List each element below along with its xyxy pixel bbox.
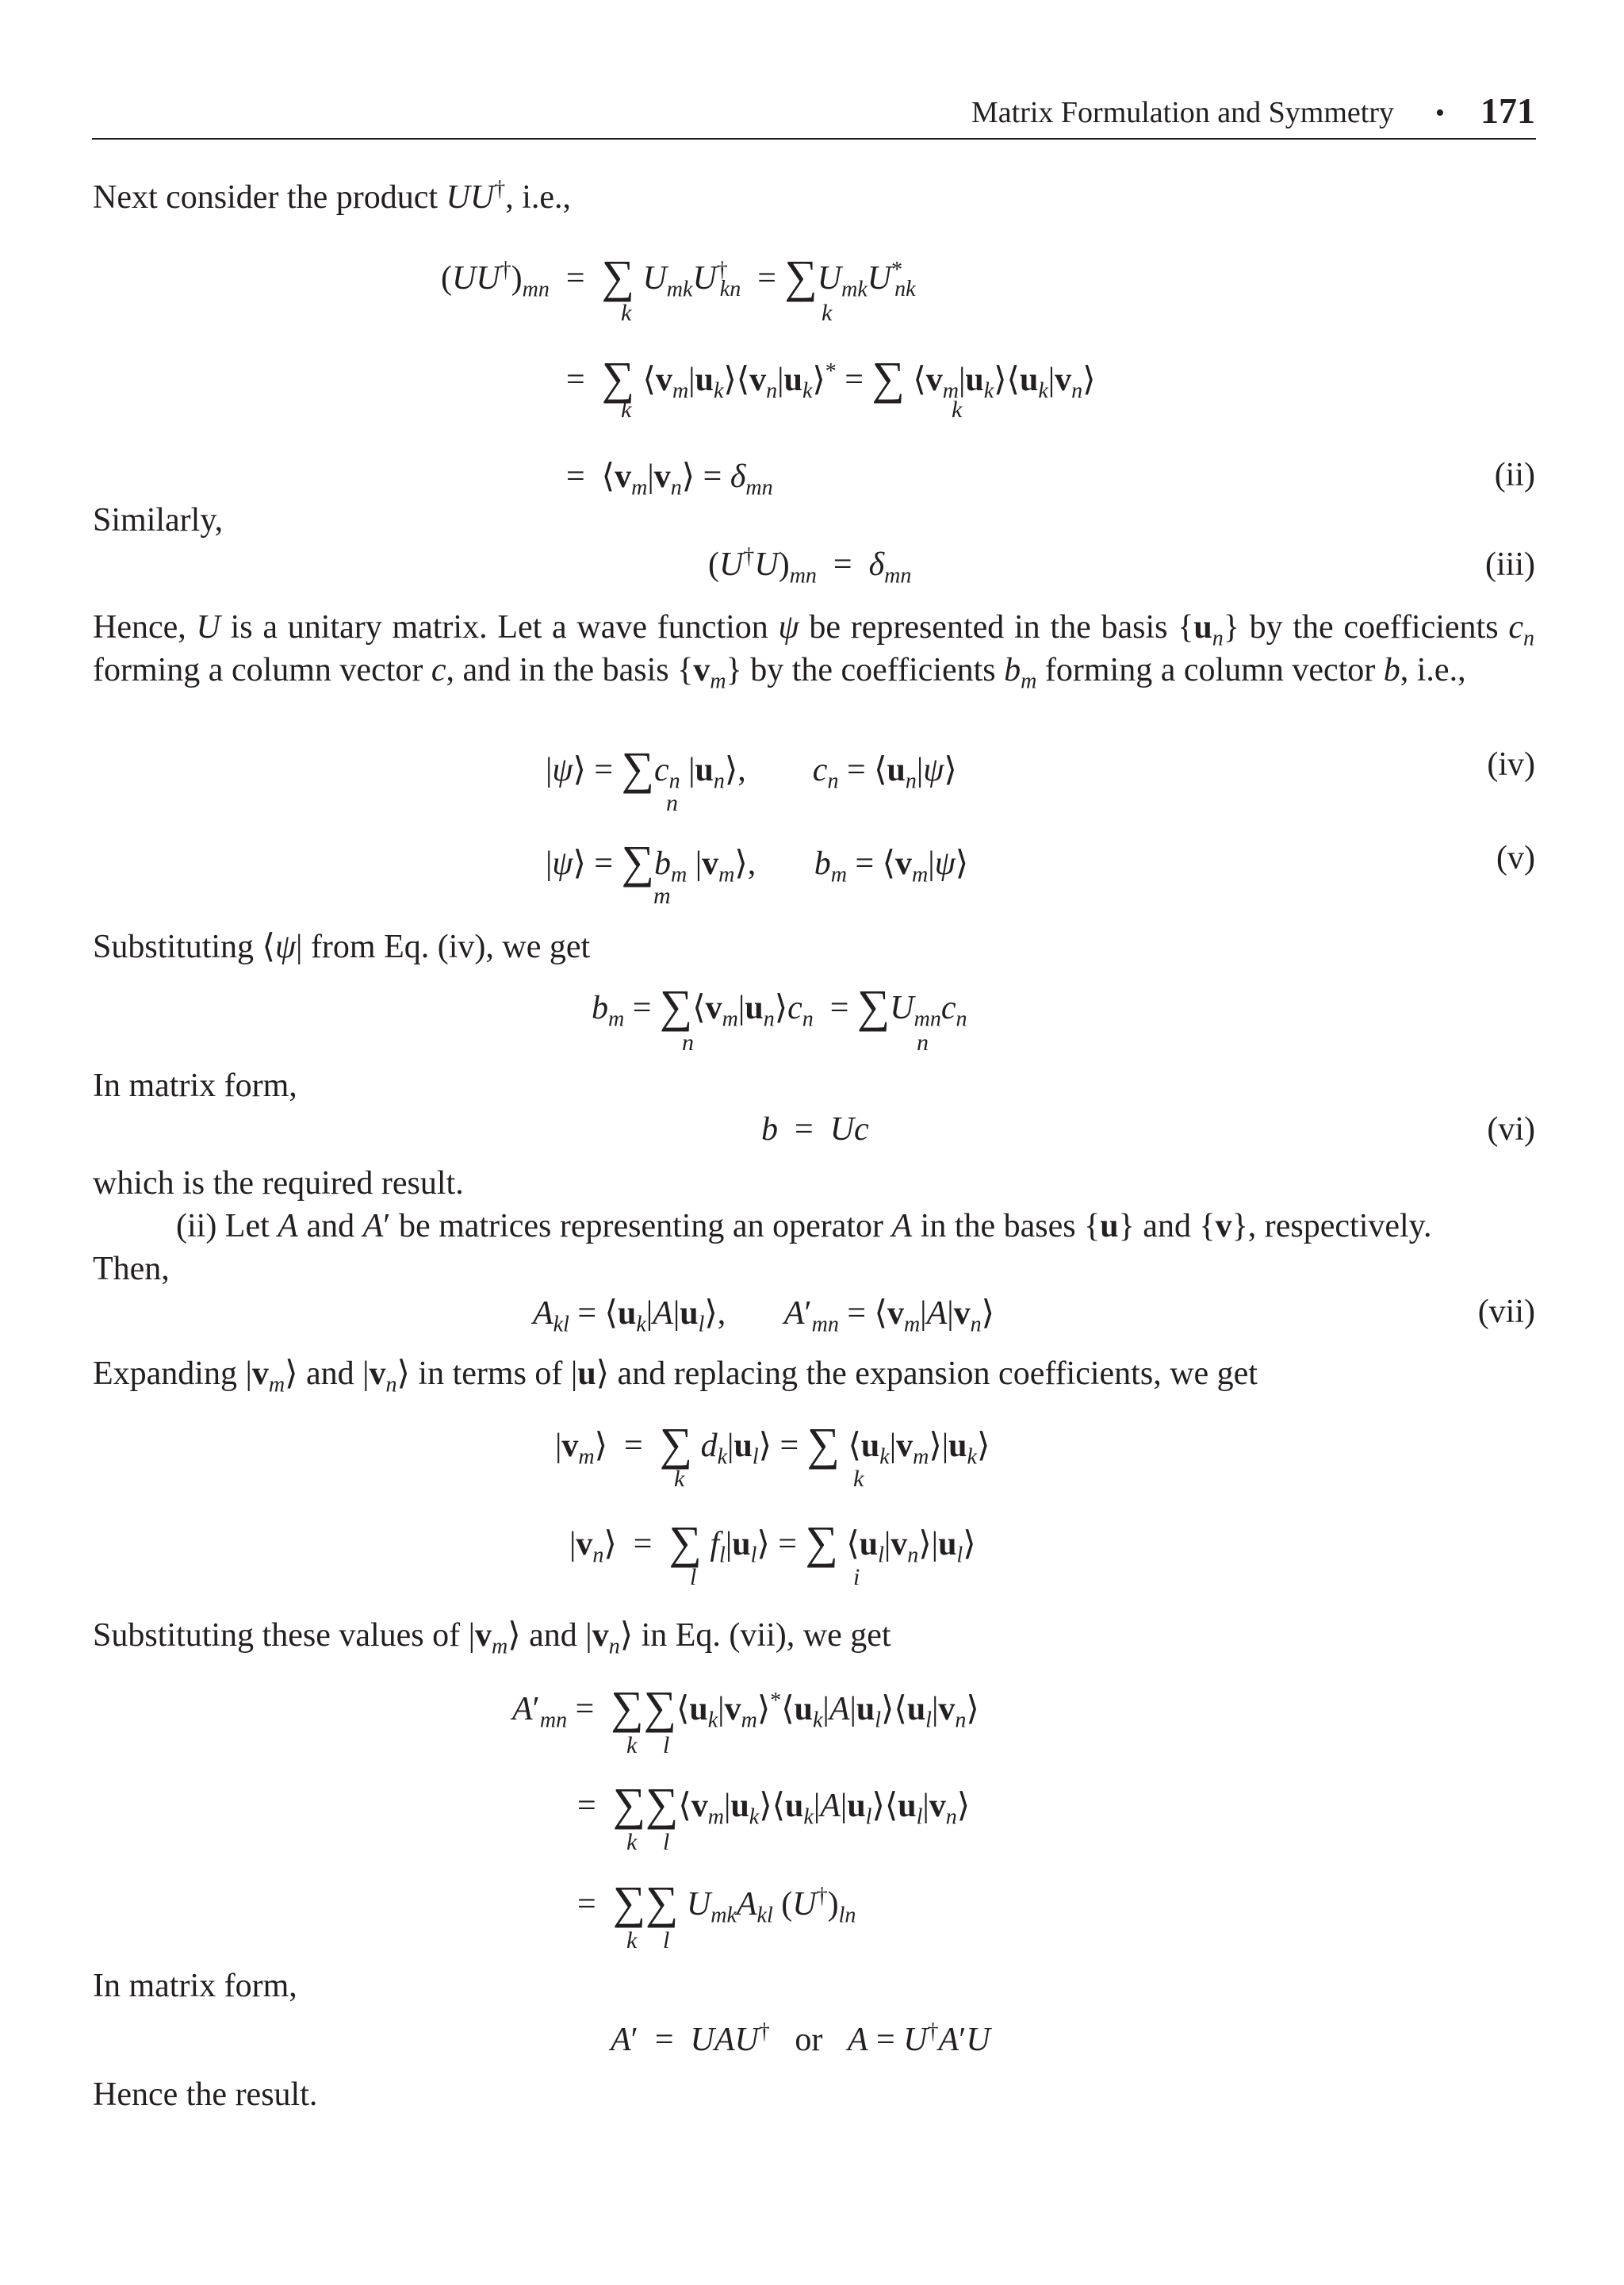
- running-title: Matrix Formulation and Symmetry: [971, 96, 1394, 129]
- header-separator-bullet: •: [1435, 98, 1445, 128]
- sum-index-l: l: [663, 1829, 670, 1855]
- sum-index-k: k: [952, 397, 963, 423]
- equation-uu-line2: = ∑ $⟨v_m|u_k⟩⟨v_n|u_k⟩^*$ = ∑ $⟨v_m|u_k⟩⟨u_k|v_n⟩$: [566, 352, 1096, 404]
- paragraph-unitary: Hence, U is a unitary matrix. Let a wave function ψ be represented in the basis $\{u_n\}$ by the coefficients $c_n$ forming a column vector c, and in the basis $\{v_m\}$ by the coefficients $b_m$ forming a column vector b, i.e.,: [93, 609, 1534, 694]
- equation-vi: b = Uc: [761, 1111, 869, 1148]
- equation-vm-expansion: $|v_m⟩$ = ∑ $d_k|u_l⟩$ = ∑ $⟨u_k|v_m⟩|u_k⟩$: [555, 1418, 990, 1470]
- paragraph-substituting-psi: Substituting ⟨ψ| from Eq. (iv), we get: [93, 929, 591, 965]
- equation-number-vii: (vii): [1477, 1294, 1535, 1330]
- equation-a-line3: = ∑∑ $U_{mk}A_{kl}$ $(U^\dagger)_{ln}$: [577, 1877, 856, 1928]
- sum-index-k: k: [621, 300, 632, 326]
- sum-index-n: n: [682, 1029, 694, 1056]
- paragraph-hence-result: Hence the result.: [93, 2076, 318, 2113]
- sum-index-l: l: [663, 1927, 670, 1953]
- equation-vii: $A_{kl}$ = $⟨u_k|A|u_l⟩$, $A'_{mn}$ = $⟨v_m|A|v_n⟩$: [533, 1295, 995, 1337]
- sum-index-l: l: [663, 1732, 670, 1758]
- paragraph-then: Then,: [93, 1251, 170, 1287]
- equation-iv: |ψ⟩ = $\sum c_n$ $|u_n⟩$, $c_n$ = $⟨u_n|\psi⟩$: [546, 742, 957, 794]
- sum-index-k: k: [626, 1927, 638, 1953]
- equation-number-ii: (ii): [1494, 457, 1535, 493]
- paragraph-in-matrix-form: In matrix form,: [93, 1068, 297, 1104]
- equation-a-line1: $A'_{mn}$ = $\sum\sum⟨u_k|v_m⟩^*⟨u_k|A|u_l⟩⟨u_l|v_n⟩$: [512, 1681, 979, 1733]
- equation-number-iv: (iv): [1487, 746, 1535, 783]
- sum-index-k: k: [822, 300, 833, 326]
- equation-uu-line1: $(UU^\dagger)_{mn}$ = ∑ $U_{mk}U^\dagger_{kn} = \sum U_{mk}U^*_{nk}$: [441, 251, 916, 302]
- sum-index-k: k: [853, 1466, 864, 1492]
- sum-index-n: n: [666, 790, 678, 816]
- equation-uu-line3: = $⟨v_m|v_n⟩ = \delta_{mn}$: [566, 458, 773, 500]
- sum-index-i: i: [853, 1564, 860, 1590]
- sum-index-k: k: [621, 397, 632, 423]
- equation-number-vi: (vi): [1487, 1111, 1535, 1148]
- equation-bm: $b_m$ = $\sum⟨v_m|u_n⟩c_n = \sum U_{mn}c_n$: [592, 980, 967, 1032]
- sum-index-k: k: [626, 1829, 638, 1855]
- sum-index-n: n: [917, 1029, 929, 1056]
- header-rule: [92, 138, 1536, 140]
- paragraph-required-result: which is the required result.: [93, 1165, 464, 1202]
- paragraph-expanding: Expanding $|v_m⟩$ and $|v_n⟩$ in terms of |u⟩ and replacing the expansion coefficients, we get: [93, 1355, 1258, 1397]
- equation-a-line2: = $\sum\sum⟨v_m|u_k⟩⟨u_k|A|u_l⟩⟨u_l|v_n⟩$: [577, 1778, 971, 1830]
- equation-number-v: (v): [1496, 840, 1535, 876]
- equation-number-iii: (iii): [1485, 546, 1535, 583]
- paragraph-substituting-values: Substituting these values of $|v_m⟩$ and $|v_n⟩$ in Eq. (vii), we get: [93, 1617, 891, 1659]
- paragraph-in-matrix-form-2: In matrix form,: [93, 1968, 297, 2004]
- paragraph-similarly: Similarly,: [93, 502, 224, 539]
- sum-index-k: k: [674, 1466, 685, 1492]
- equation-final: A′ = UAU† or A = U†A′U: [611, 2019, 990, 2058]
- paragraph-next-consider: Next consider the product UU†, i.e.,: [93, 177, 572, 216]
- equation-iii: $(U^\dagger U)_{mn} = \delta_{mn}$: [708, 544, 912, 589]
- page-number: 171: [1480, 90, 1535, 131]
- sum-index-m: m: [653, 883, 671, 909]
- equation-v: |ψ⟩ = $\sum b_m$ $|v_m⟩$, $b_m$ = $⟨v_m|\psi⟩$: [546, 836, 969, 888]
- equation-vn-expansion: $|v_n⟩$ = ∑ $f_l|u_l⟩$ = ∑ $⟨u_l|v_n⟩|u_l⟩$: [569, 1516, 976, 1568]
- sum-index-l: l: [690, 1564, 697, 1590]
- paragraph-part-ii: (ii) Let A and A′ be matrices representing an operator A in the bases {u} and {v}, respectively.: [176, 1208, 1432, 1244]
- sum-index-k: k: [626, 1732, 638, 1758]
